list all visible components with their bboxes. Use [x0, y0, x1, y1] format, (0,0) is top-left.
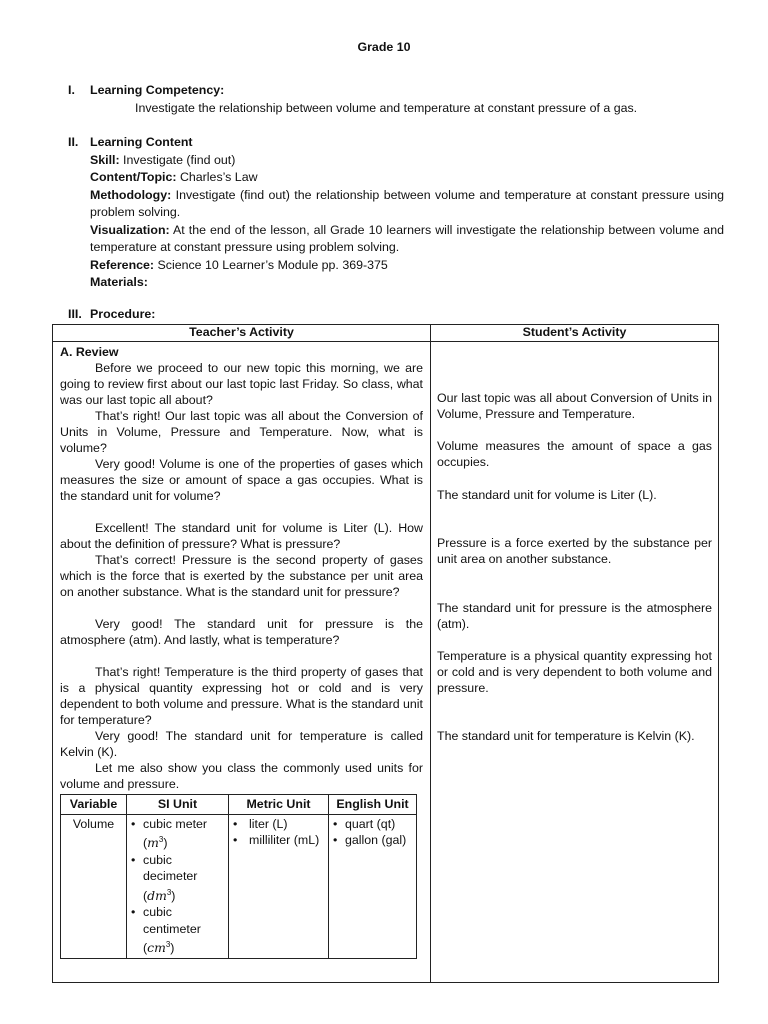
units-english-cell — [329, 814, 417, 958]
student-activity-header: Student’s Activity — [431, 325, 719, 342]
english-unit-list — [333, 816, 412, 849]
units-si-cell — [127, 814, 229, 958]
student-answer: Temperature is a physical quantity expressing hot or cold and is very dependent to both volume and pressure. — [437, 649, 712, 695]
si-unit-exponent: 3 — [166, 887, 172, 897]
teacher-activity-cell — [53, 342, 431, 983]
student-activity-cell — [431, 342, 719, 983]
section-learning-competency — [68, 82, 724, 100]
section-number: III. — [68, 307, 82, 321]
skill-value: Investigate (find out) — [119, 152, 236, 167]
section-learning-content — [68, 134, 724, 292]
teacher-paragraph: Very good! The standard unit for pressure is the atmosphere (atm). And lastly, what is temperature? — [60, 617, 423, 647]
reference-line — [68, 257, 724, 275]
si-unit-item: • cubic decimeter $(dm^3)$ — [131, 852, 224, 905]
grade-title: Grade 10 — [357, 40, 411, 54]
units-variable-cell: Volume — [61, 814, 127, 958]
teacher-activity-header: Teacher’s Activity — [53, 325, 431, 342]
topic-value: Charles’s Law — [176, 170, 258, 184]
teacher-paragraph: Excellent! The standard unit for volume is Liter (L). How about the definition of pressure? What is pressure? — [60, 521, 423, 551]
student-answer: The standard unit for temperature is Kelvin (K). — [437, 729, 695, 743]
si-unit-exponent: 3 — [165, 940, 171, 950]
english-unit-item: • quart (qt) — [333, 816, 412, 833]
units-header-metric: Metric Unit — [229, 795, 329, 815]
si-unit-name: cubic centimeter — [143, 905, 201, 936]
si-unit-exponent: 3 — [158, 835, 164, 844]
section-number: I. — [68, 83, 75, 97]
metric-unit-item: • liter (L) — [233, 816, 324, 833]
skill-line — [68, 152, 724, 170]
reference-label: Reference: — [90, 257, 155, 272]
methodology-line — [68, 187, 724, 222]
section-heading: Procedure: — [90, 307, 156, 321]
section-procedure — [68, 306, 724, 324]
student-answer: Pressure is a force exerted by the substance per unit area on another substance. — [437, 536, 712, 566]
student-answer: The standard unit for pressure is the atmosphere (atm). — [437, 601, 712, 631]
section-heading: Learning Content — [90, 135, 193, 149]
si-unit-symbol: m — [147, 835, 159, 851]
si-unit-list — [131, 816, 224, 957]
teacher-paragraph: That’s correct! Pressure is the second property of gases which is the force that is exerted by the substance per unit area on another substance. What is the standard unit for pressure? — [60, 553, 423, 599]
units-header-variable: Variable — [61, 795, 127, 815]
teacher-paragraph: That’s right! Our last topic was all about the Conversion of Units in Volume, Pressure and Temperature. Now, what is volume? — [60, 409, 423, 455]
section-number: II. — [68, 135, 79, 149]
teacher-paragraph: That’s right! Temperature is the third property of gases that is a physical quantity expressing hot or cold and is very dependent to both volume and pressure. What is the standard unit for temperature? — [60, 665, 424, 727]
units-header-si: SI Unit — [127, 795, 229, 815]
si-unit-name: cubic decimeter — [143, 852, 198, 884]
si-unit-symbol: dm — [147, 887, 167, 903]
si-unit-item: • cubic meter $(m^3)$ — [131, 816, 224, 852]
topic-label: Content/Topic: — [90, 170, 177, 184]
materials-line — [68, 274, 724, 292]
student-answer: Volume measures the amount of space a gas occupies. — [437, 439, 712, 469]
teacher-paragraph: Very good! The standard unit for temperature is called Kelvin (K). — [60, 729, 423, 759]
english-unit-item: • gallon (gal) — [333, 832, 412, 849]
reference-value: Science 10 Learner’s Module pp. 369-375 — [154, 257, 388, 272]
teacher-paragraph: Very good! Volume is one of the properties of gases which measures the size or amount of space a gas occupies. What is the standard unit for volume? — [60, 457, 423, 503]
student-answer: The standard unit for volume is Liter (L). — [437, 488, 657, 502]
si-unit-name: cubic meter — [143, 816, 208, 831]
units-table — [60, 794, 417, 959]
metric-unit-list — [233, 816, 324, 849]
visualization-label: Visualization: — [90, 222, 170, 237]
section-heading: Learning Competency: — [90, 83, 225, 97]
competency-text: Investigate the relationship between volume and temperature at constant pressure of a gas. — [135, 101, 638, 115]
visualization-line — [68, 222, 724, 257]
methodology-value: Investigate (find out) the relationship between volume and temperature at constant pressure using problem solving. — [90, 187, 724, 219]
topic-line — [68, 169, 724, 187]
teacher-paragraph: Before we proceed to our new topic this morning, we are going to review first about our last topic last Friday. So class, what was our last topic all about? — [60, 361, 423, 407]
methodology-label: Methodology: — [90, 187, 172, 202]
si-unit-item: • cubic centimeter $(cm^3)$ — [131, 904, 224, 957]
review-heading: A. Review — [60, 345, 119, 359]
metric-unit-item: • milliliter (mL) — [233, 832, 324, 849]
skill-label: Skill: — [90, 152, 120, 167]
visualization-value: At the end of the lesson, all Grade 10 learners will investigate the relationship between volume and temperature at constant pressure using problem solving. — [90, 222, 724, 254]
materials-label: Materials: — [90, 275, 148, 289]
si-unit-symbol: cm — [147, 940, 166, 956]
student-answer: Our last topic was all about Conversion of Units in Volume, Pressure and Temperature. — [437, 391, 712, 421]
procedure-table — [52, 324, 719, 983]
units-metric-cell — [229, 814, 329, 958]
teacher-paragraph: Let me also show you class the commonly used units for volume and pressure. — [60, 761, 423, 791]
units-header-english: English Unit — [329, 795, 417, 815]
